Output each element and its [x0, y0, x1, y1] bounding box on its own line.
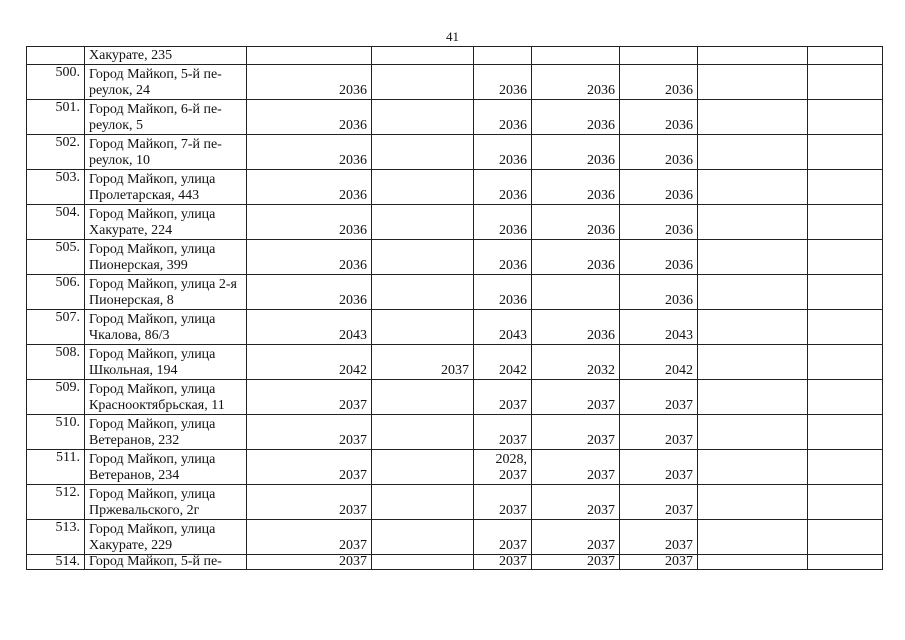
cell-c5: 2037: [620, 380, 698, 415]
cell-c3: 2037: [474, 415, 532, 450]
cell-c5: 2043: [620, 310, 698, 345]
cell-c4: 2036: [532, 170, 620, 205]
cell-extra: [808, 275, 883, 310]
cell-c5: 2036: [620, 205, 698, 240]
cell-num: 508.: [27, 345, 85, 380]
cell-num: [27, 47, 85, 65]
cell-c4: 2036: [532, 135, 620, 170]
cell-num: 503.: [27, 170, 85, 205]
cell-c6: [698, 555, 808, 570]
cell-c5: 2037: [620, 485, 698, 520]
cell-c6: [698, 275, 808, 310]
cell-name: Город Майкоп, улица Ветеранов, 232: [85, 415, 247, 450]
cell-num: 514.: [27, 555, 85, 570]
cell-c5: 2037: [620, 415, 698, 450]
table-row: [27, 380, 883, 415]
cell-num: 513.: [27, 520, 85, 555]
cell-c4: 2037: [532, 520, 620, 555]
table-row: [27, 240, 883, 275]
cell-extra: [808, 310, 883, 345]
cell-c6: [698, 310, 808, 345]
cell-c1: 2036: [247, 65, 372, 100]
cell-num: 511.: [27, 450, 85, 485]
cell-c3: 2043: [474, 310, 532, 345]
cell-c3: 2036: [474, 65, 532, 100]
cell-c1: 2037: [247, 415, 372, 450]
cell-num: 502.: [27, 135, 85, 170]
cell-c1: 2036: [247, 275, 372, 310]
cell-c2: [372, 240, 474, 275]
cell-c4: 2036: [532, 240, 620, 275]
cell-num: 500.: [27, 65, 85, 100]
cell-num: 510.: [27, 415, 85, 450]
table-row: [27, 345, 883, 380]
cell-c3: 2037: [474, 380, 532, 415]
cell-c3: 2042: [474, 345, 532, 380]
cell-c4: 2037: [532, 380, 620, 415]
table-row: [27, 205, 883, 240]
cell-name: Город Майкоп, 6-й пе-реулок, 5: [85, 100, 247, 135]
cell-c2: [372, 135, 474, 170]
cell-extra: [808, 450, 883, 485]
cell-c1: 2037: [247, 520, 372, 555]
cell-c4: 2036: [532, 100, 620, 135]
cell-c6: [698, 520, 808, 555]
cell-c2: [372, 555, 474, 570]
cell-c6: [698, 135, 808, 170]
cell-c4: 2037: [532, 450, 620, 485]
cell-extra: [808, 555, 883, 570]
cell-extra: [808, 100, 883, 135]
table-row: [27, 450, 883, 485]
cell-c2: [372, 380, 474, 415]
table-row: [27, 170, 883, 205]
cell-name: Город Майкоп, 5-й пе-реулок, 24: [85, 65, 247, 100]
table-row: [27, 65, 883, 100]
cell-extra: [808, 520, 883, 555]
cell-c1: 2036: [247, 170, 372, 205]
table-row: [27, 415, 883, 450]
cell-num: 507.: [27, 310, 85, 345]
cell-c6: [698, 345, 808, 380]
cell-c6: [698, 170, 808, 205]
cell-c5: 2037: [620, 520, 698, 555]
cell-c5: 2037: [620, 450, 698, 485]
cell-extra: [808, 415, 883, 450]
cell-c6: [698, 450, 808, 485]
table-row: [27, 100, 883, 135]
cell-extra: [808, 205, 883, 240]
cell-name: Город Майкоп, 5-й пе-: [85, 555, 247, 570]
cell-c5: 2037: [620, 555, 698, 570]
cell-c6: [698, 380, 808, 415]
cell-c1: 2036: [247, 100, 372, 135]
table-body: [27, 47, 883, 570]
cell-c5: 2036: [620, 135, 698, 170]
cell-c1: 2036: [247, 240, 372, 275]
cell-extra: [808, 380, 883, 415]
cell-c2: [372, 415, 474, 450]
cell-c2: [372, 100, 474, 135]
cell-c2: [372, 520, 474, 555]
table-row: [27, 520, 883, 555]
cell-name: Город Майкоп, улица Краснооктябрьская, 11: [85, 380, 247, 415]
cell-c3: 2036: [474, 135, 532, 170]
cell-c2: [372, 65, 474, 100]
cell-extra: [808, 65, 883, 100]
table-row: [27, 310, 883, 345]
cell-c2: [372, 275, 474, 310]
cell-c6: [698, 485, 808, 520]
cell-name: Город Майкоп, улица Ветеранов, 234: [85, 450, 247, 485]
cell-c5: 2036: [620, 275, 698, 310]
cell-num: 501.: [27, 100, 85, 135]
cell-c6: [698, 205, 808, 240]
cell-c5: 2042: [620, 345, 698, 380]
cell-c2: [372, 170, 474, 205]
cell-num: 505.: [27, 240, 85, 275]
cell-c3: 2036: [474, 100, 532, 135]
cell-c1: 2037: [247, 450, 372, 485]
cell-num: 512.: [27, 485, 85, 520]
cell-c3: 2036: [474, 240, 532, 275]
cell-c4: 2032: [532, 345, 620, 380]
cell-name: Город Майкоп, улица Хакурате, 229: [85, 520, 247, 555]
cell-c1: 2042: [247, 345, 372, 380]
cell-num: 509.: [27, 380, 85, 415]
cell-c3: 2036: [474, 275, 532, 310]
cell-name: Хакурате, 235: [85, 47, 247, 65]
cell-name: Город Майкоп, улица Хакурате, 224: [85, 205, 247, 240]
cell-c2: [372, 450, 474, 485]
cell-name: Город Майкоп, улица Пржевальского, 2г: [85, 485, 247, 520]
cell-name: Город Майкоп, 7-й пе-реулок, 10: [85, 135, 247, 170]
cell-c5: 2036: [620, 170, 698, 205]
schedule-table: [26, 46, 883, 570]
cell-name: Город Майкоп, улица Пионерская, 399: [85, 240, 247, 275]
cell-c2: [372, 310, 474, 345]
cell-c1: 2036: [247, 205, 372, 240]
cell-name: Город Майкоп, улица Школьная, 194: [85, 345, 247, 380]
cell-c6: [698, 415, 808, 450]
cell-c3: 2036: [474, 170, 532, 205]
cell-c1: 2037: [247, 380, 372, 415]
cell-c5: 2036: [620, 100, 698, 135]
cell-c6: [698, 65, 808, 100]
cell-extra: [808, 240, 883, 275]
cell-extra: [808, 135, 883, 170]
cell-c3: 2037: [474, 555, 532, 570]
cell-name: Город Майкоп, улица 2-я Пионерская, 8: [85, 275, 247, 310]
cell-c4: [532, 275, 620, 310]
cell-c2: 2037: [372, 345, 474, 380]
cell-c4: 2037: [532, 555, 620, 570]
cell-extra: [808, 170, 883, 205]
cell-c6: [698, 100, 808, 135]
cell-extra: [808, 345, 883, 380]
cell-c1: 2037: [247, 555, 372, 570]
cell-c2: [372, 485, 474, 520]
cell-num: 506.: [27, 275, 85, 310]
cell-c3: 2037: [474, 485, 532, 520]
cell-c1: 2043: [247, 310, 372, 345]
cell-c2: [372, 205, 474, 240]
table-row-continuation: [27, 47, 883, 65]
cell-c5: 2036: [620, 240, 698, 275]
cell-c4: 2036: [532, 205, 620, 240]
cell-c3: 2036: [474, 205, 532, 240]
cell-extra: [808, 485, 883, 520]
cell-name: Город Майкоп, улица Пролетарская, 443: [85, 170, 247, 205]
cell-c1: 2037: [247, 485, 372, 520]
cell-c1: 2036: [247, 135, 372, 170]
table-row: [27, 275, 883, 310]
table-row: [27, 555, 883, 570]
cell-c5: 2036: [620, 65, 698, 100]
cell-num: 504.: [27, 205, 85, 240]
cell-c3: 2028, 2037: [474, 450, 532, 485]
cell-c3: 2037: [474, 520, 532, 555]
cell-c4: 2036: [532, 65, 620, 100]
table-row: [27, 485, 883, 520]
table-row: [27, 135, 883, 170]
cell-c4: 2037: [532, 415, 620, 450]
cell-c6: [698, 240, 808, 275]
cell-c4: 2036: [532, 310, 620, 345]
cell-name: Город Майкоп, улица Чкалова, 86/3: [85, 310, 247, 345]
page-number: 41: [446, 29, 459, 44]
cell-c4: 2037: [532, 485, 620, 520]
